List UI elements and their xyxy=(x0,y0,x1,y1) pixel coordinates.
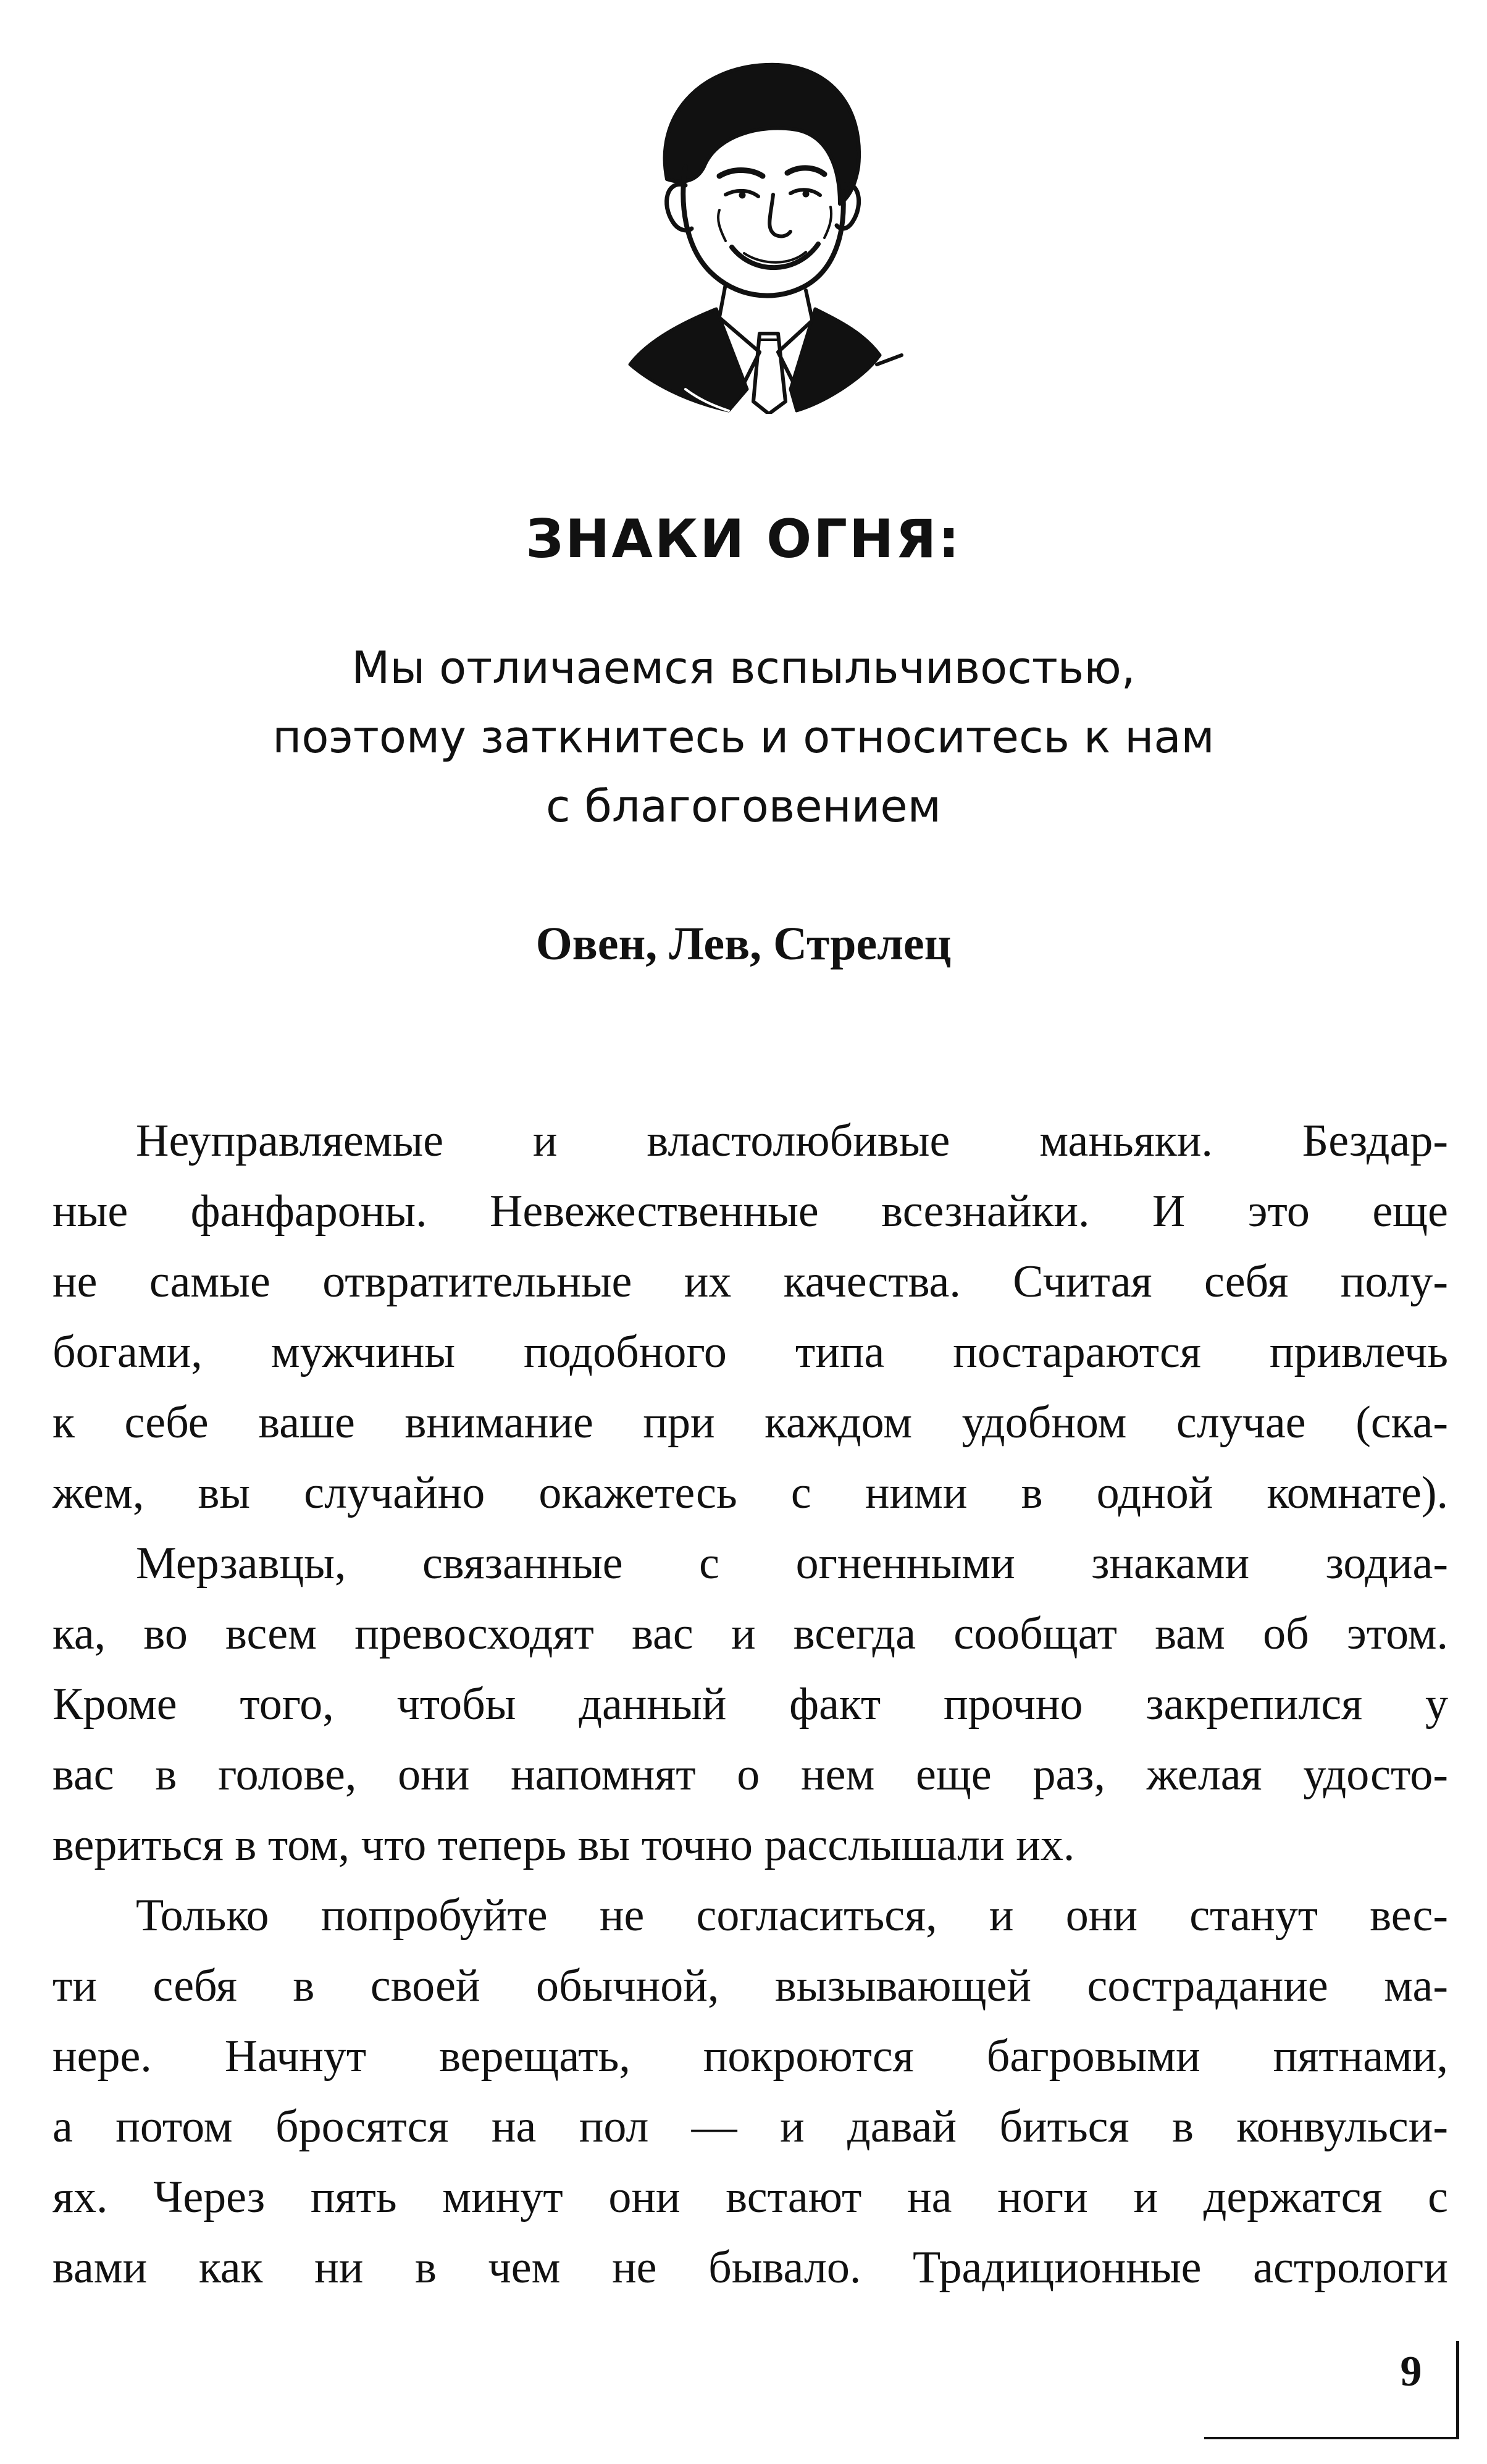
footer-horizontal-rule xyxy=(1204,2437,1457,2439)
text-line: вериться в том, что теперь вы точно расслышали их. xyxy=(52,1820,1075,1870)
footer-vertical-rule xyxy=(1456,2341,1459,2439)
chapter-heading: ЗНАКИ ОГНЯ: xyxy=(526,508,961,570)
chapter-subtitle xyxy=(124,633,1363,841)
body-text xyxy=(52,1106,1448,2303)
zodiac-signs-line: Овен, Лев, Стрелец xyxy=(535,918,952,970)
smiling-man-portrait-icon xyxy=(593,43,914,414)
paragraph xyxy=(52,1528,1448,1880)
text-line: ные фанфароны. Невежественные всезнайки. И это еще xyxy=(52,1186,1448,1237)
text-line: богами, мужчины подобного типа постараются привлечь xyxy=(52,1327,1448,1377)
text-line: ях. Через пять минут они встают на ноги и держатся с xyxy=(52,2172,1448,2222)
text-line: Неуправляемые и властолюбивые маньяки. Бездар- xyxy=(136,1116,1448,1166)
text-line: не самые отвратительные их качества. Считая себя полу- xyxy=(52,1256,1448,1307)
text-line: Только попробуйте не согласиться, и они станут вес- xyxy=(136,1890,1448,1941)
text-line: вас в голове, они напомнят о нем еще раз, желая удосто- xyxy=(52,1749,1448,1800)
paragraph xyxy=(52,1106,1448,1528)
subtitle-line: поэтому заткнитесь и относитесь к нам xyxy=(272,711,1215,763)
text-line: жем, вы случайно окажетесь с ними в одной комнате). xyxy=(52,1468,1448,1518)
text-line: ти себя в своей обычной, вызывающей сострадание ма- xyxy=(52,1961,1448,2011)
subtitle-line: с благоговением xyxy=(546,780,941,832)
page-number: 9 xyxy=(1400,2348,1422,2395)
subtitle-line: Мы отличаемся вспыльчивостью, xyxy=(351,642,1136,694)
text-line: нере. Начнут верещать, покроются багровыми пятнами, xyxy=(52,2031,1448,2082)
text-line: а потом бросятся на пол — и давай биться в конвульси- xyxy=(52,2101,1448,2152)
text-line: ка, во всем превосходят вас и всегда сообщат вам об этом. xyxy=(52,1608,1448,1659)
paragraph xyxy=(52,1880,1448,2303)
text-line: к себе ваше внимание при каждом удобном случае (ска- xyxy=(52,1397,1448,1448)
text-line: Мерзавцы, связанные с огненными знаками зодиа- xyxy=(136,1538,1448,1589)
text-line: вами как ни в чем не бывало. Традиционные астрологи xyxy=(52,2242,1448,2293)
text-line: Кроме того, чтобы данный факт прочно закрепился у xyxy=(52,1679,1448,1730)
